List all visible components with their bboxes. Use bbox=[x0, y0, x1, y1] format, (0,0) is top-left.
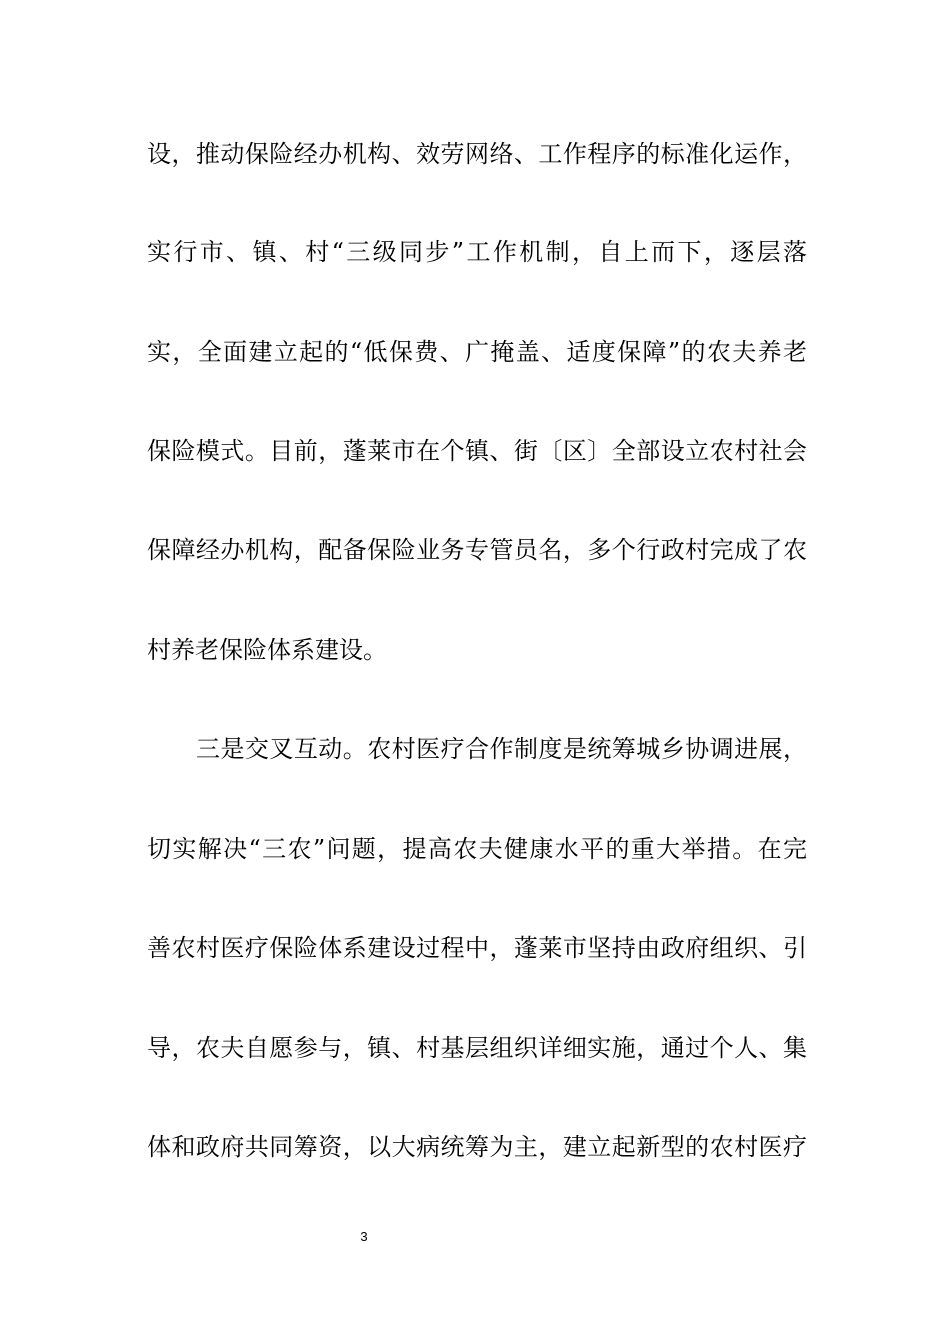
paragraph-line-3: 实，全面建立起的“低保费、广掩盖、适度保障”的农夫养老 bbox=[147, 338, 807, 366]
paragraph-line-5: 保障经办机构，配备保险业务专管员名，多个行政村完成了农 bbox=[147, 536, 807, 564]
paragraph-line-11: 体和政府共同筹资，以大病统筹为主，建立起新型的农村医疗 bbox=[147, 1133, 807, 1161]
page-number: 3 bbox=[360, 1229, 368, 1244]
paragraph-line-7: 三是交叉互动。农村医疗合作制度是统筹城乡协调进展， bbox=[196, 735, 807, 763]
paragraph-line-1: 设，推动保险经办机构、效劳网络、工作程序的标准化运作， bbox=[147, 140, 807, 168]
paragraph-line-8: 切实解决“三农”问题，提高农夫健康水平的重大举措。在完 bbox=[147, 835, 807, 863]
paragraph-line-10: 导，农夫自愿参与，镇、村基层组织详细实施，通过个人、集 bbox=[147, 1034, 807, 1062]
paragraph-line-4: 保险模式。目前，蓬莱市在个镇、街〔区〕全部设立农村社会 bbox=[147, 437, 807, 465]
paragraph-line-2: 实行市、镇、村“三级同步”工作机制，自上而下，逐层落 bbox=[147, 238, 807, 266]
paragraph-line-6: 村养老保险体系建设。 bbox=[147, 636, 387, 664]
paragraph-line-9: 善农村医疗保险体系建设过程中，蓬莱市坚持由政府组织、引 bbox=[147, 934, 807, 962]
